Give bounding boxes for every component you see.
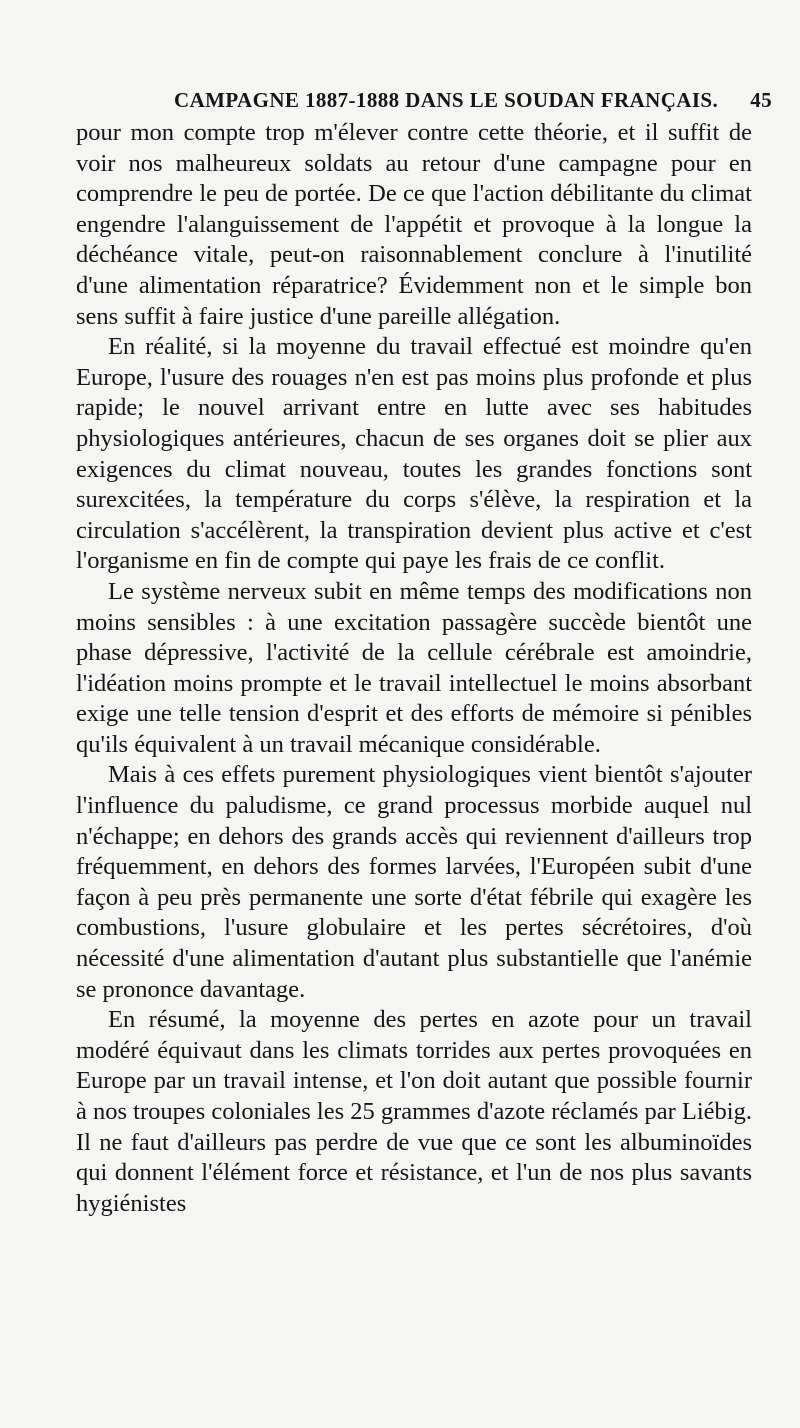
paragraph: pour mon compte trop m'élever contre cette théorie, et il suffit de voir nos malheureux soldats au retour d'une campagne pour en comprendre le peu de portée. De ce que l'action débilitante du climat engendre l'alanguissement de l'appétit et provoque à la longue la déchéance vitale, peut-on raisonnablement conclure à l'inutilité d'une alimentation réparatrice? Évidemment non et le simple bon sens suffit à faire justice d'une pareille allégation. <box>76 119 752 330</box>
paragraph: Le système nerveux subit en même temps des modifications non moins sensibles : à une excitation passagère succède bientôt une phase dépressive, l'activité de la cellule cérébrale est amoindrie, l'idéation moins prompte et le travail intellectuel le moins absorbant exige une telle tension d'esprit et des efforts de mémoire si pénibles qu'ils équivalent à un travail mécanique considérable. <box>76 577 752 758</box>
running-title: CAMPAGNE 1887-1888 DANS LE SOUDAN FRANÇAIS. <box>174 88 719 112</box>
paragraph: En réalité, si la moyenne du travail effectué est moindre qu'en Europe, l'usure des rouages n'en est pas moins plus profonde et plus rapide; le nouvel arrivant entre en lutte avec ses habitudes physiologiques antérieures, chacun de ses organes doit se plier aux exigences du climat nouveau, toutes les grandes fonctions sont surexcitées, la température du corps s'élève, la respiration et la circulation s'accélèrent, la transpiration devient plus active et c'est l'organisme en fin de compte qui paye les frais de ce conflit. <box>76 333 752 575</box>
paragraph: Mais à ces effets purement physiologiques vient bientôt s'ajouter l'influence du paludisme, ce grand processus morbide auquel nul n'échappe; en dehors des grands accès qui reviennent d'ailleurs trop fréquemment, en dehors des formes larvées, l'Européen subit d'une façon à peu près permanente une sorte d'état fébrile qui exagère les combustions, l'usure globulaire et les pertes sécrétoires, d'où nécessité d'une alimentation d'autant plus substantielle que l'anémie se prononce davantage. <box>76 761 752 1003</box>
paragraph: En résumé, la moyenne des pertes en azote pour un travail modéré équivaut dans les climats torrides aux pertes provoquées en Europe par un travail intense, et l'on doit autant que possible fournir à nos troupes coloniales les 25 grammes d'azote réclamés par Liébig. Il ne faut d'ailleurs pas perdre de vue que ce sont les albuminoïdes qui donnent l'élément force et résistance, et l'un de nos plus savants hygiénistes <box>76 1006 752 1217</box>
page-number: 45 <box>750 88 772 112</box>
page-header <box>160 88 772 114</box>
body-text <box>76 118 752 1219</box>
